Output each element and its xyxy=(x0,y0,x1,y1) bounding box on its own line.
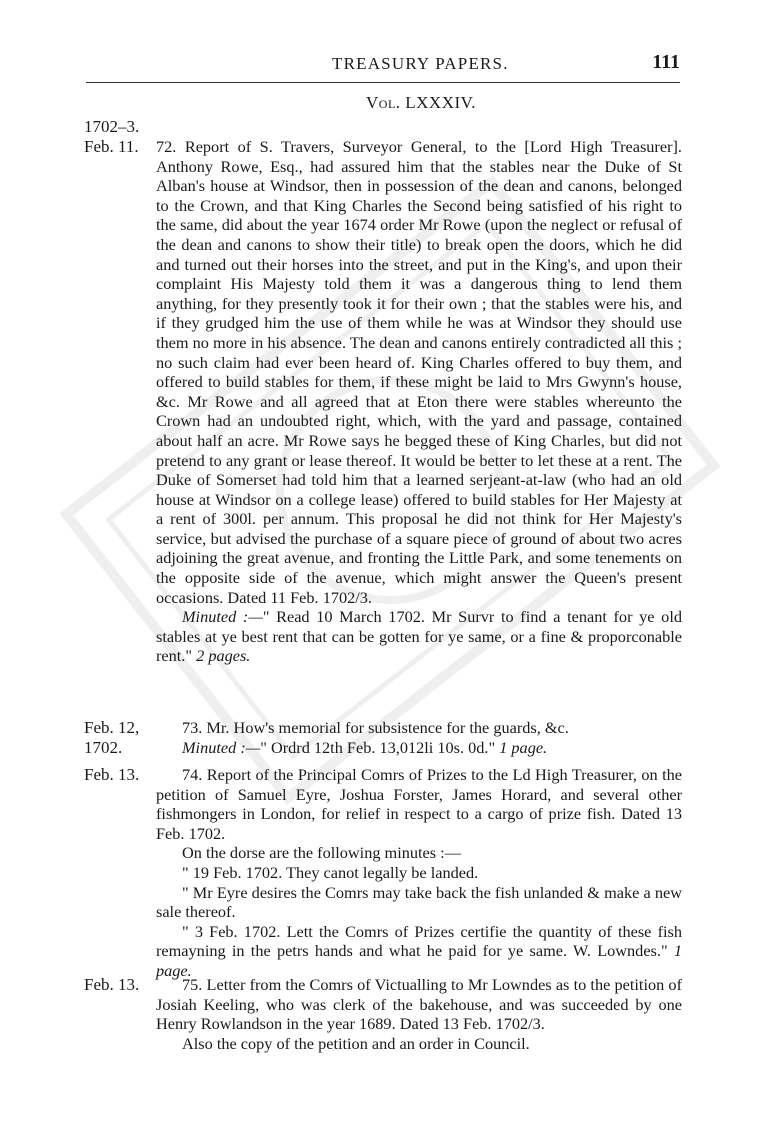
entry-date xyxy=(84,718,150,757)
entry-paragraph: On the dorse are the following minutes :— xyxy=(182,843,461,863)
volume-heading xyxy=(366,93,476,113)
running-header xyxy=(0,51,768,78)
entry-minute: Minuted :—" Ordrd 12th Feb. 13,012li 10s. 0d." 1 page. xyxy=(182,737,548,757)
entry-paragraph: Also the copy of the petition and an order in Council. xyxy=(182,1033,530,1053)
entry-paragraph: 75. Letter from the Comrs of Victualling to Mr Lowndes as to the petition of Josiah Keeling, who was clerk of the bakehouse, and was succeeded by one Henry Rowlandson in the year 1689. Dated 13 Feb. 1702/3. xyxy=(156,975,682,1034)
entry-body xyxy=(156,718,682,757)
entry-paragraph: 73. Mr. How's memorial for subsistence for the guards, &c. xyxy=(182,718,569,737)
entry-minute: Minuted :—" Read 10 March 1702. Mr Survr to find a tenant for ye old stables at ye best rent that can be gotten for ye same, or a fine & proporconable rent." 2 pages. xyxy=(156,607,682,666)
page-number: 111 xyxy=(652,51,680,73)
entry-minute: " Mr Eyre desires the Comrs may take back the fish unlanded & make a new sale thereof. xyxy=(156,882,682,922)
entry-minute: " 3 Feb. 1702. Lett the Comrs of Prizes certifie the quantity of these fish remayning in the petrs hands and what he paid for ye same. W. Lowndes." 1 page. xyxy=(156,921,682,980)
header-rule xyxy=(86,82,680,83)
entry-body xyxy=(156,137,682,666)
entry-paragraph: 74. Report of the Principal Comrs of Prizes to the Ld High Treasurer, on the petition of Samuel Eyre, Joshua Forster, James Horard, and several other fishmongers in London, for relief in respect to a cargo of prize fish. Dated 13 Feb. 1702. xyxy=(156,765,682,843)
entry-date xyxy=(84,975,150,995)
date-line: Feb. 13. xyxy=(84,765,140,784)
date-line: Feb. 12, xyxy=(84,718,140,737)
entry-minute: " 19 Feb. 1702. They canot legally be landed. xyxy=(182,862,479,882)
date-line: Feb. 13. xyxy=(84,975,140,994)
entry-date xyxy=(84,765,150,785)
date-line: Feb. 11. xyxy=(84,137,139,156)
entry-body xyxy=(156,975,682,1053)
running-title: TREASURY PAPERS. xyxy=(332,54,509,73)
entry-body xyxy=(156,765,682,981)
entry-paragraph: 72. Report of S. Travers, Surveyor General, to the [Lord High Treasurer]. Anthony Rowe, Esq., had assured him that the stables near the Duke of St Alban's house at Windsor, then in possession of the dean and canons, belonged to the Crown, and that King Charles the Second being satisfied of his right to the same, did about the year 1674 order Mr Rowe (upon the neglect or refusal of the dean and canons to show their title) to break open the doors, which he did and turned out their horses into the street, and put in the King's, and upon their complaint His Majesty told them it was a dangerous thing to lend them anything, for they presently took it for their own ; that the stables were his, and if they grudged him the use of them while he was at Windsor they should use them no more in his absence. The dean and canons entirely contradicted all this ; no such claim had ever been heard of. King Charles offered to buy them, and offered to build stables for them, if these might be laid to Mrs Gwynn's house, &c. Mr Rowe and all agreed that at Eton there were stables whereunto the Crown had an undoubted right, which, with the yard and passage, contained about half an acre. Mr Rowe says he begged these of King Charles, but did not pretend to any grant or lease thereof. It would be better to let these at a rent. The Duke of Somerset had told him that a learned serjeant-at-law (who had an old house at Windsor on a college lease) offered to build stables for Her Majesty at a rent of 300l. per annum. This proposal he did not think for Her Majesty's service, but advised the purchase of a square piece of ground of about two acres adjoining the great avenue, and fronting the Little Park, and some tenements on the opposite side of the avenue, which might answer the Queen's present occasions. Dated 11 Feb. 1702/3. xyxy=(156,137,682,607)
entry-date xyxy=(84,137,150,157)
year-label: 1702–3. xyxy=(84,117,140,136)
volume-label: Vol. LXXXIV. xyxy=(366,93,476,112)
date-line: 1702. xyxy=(84,737,123,757)
